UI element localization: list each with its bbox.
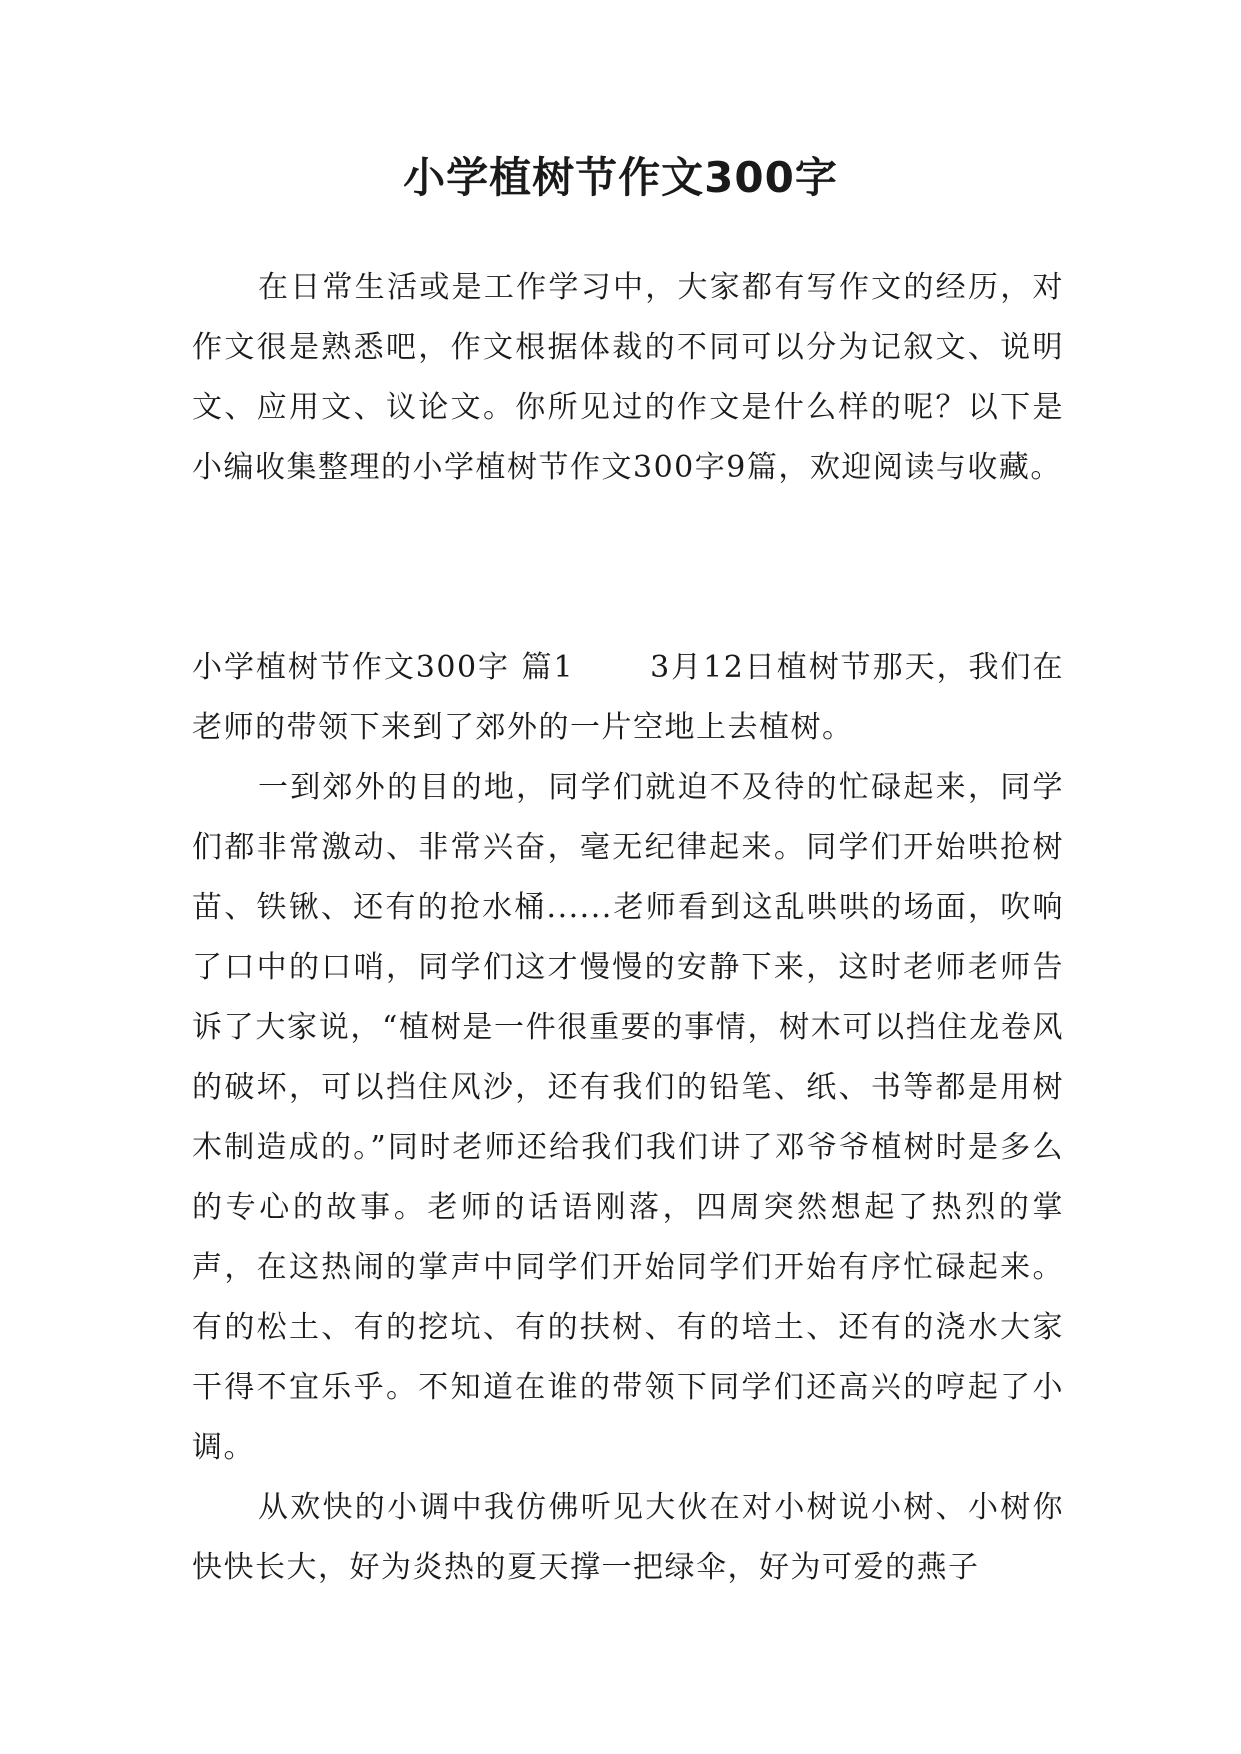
document-title: 小学植树节作文300字 <box>403 153 838 202</box>
body-paragraph-2: 一到郊外的目的地，同学们就迫不及待的忙碌起来，同学们都非常激动、非常兴奋，毫无纪律起来。同学们开始哄抢树苗、铁锹、还有的抢水桶......老师看到这乱哄哄的场面，吹响了口中的口哨，同学们这才慢慢的安静下来，这时老师老师告诉了大家说，“植树是一件很重要的事情，树木可以挡住龙卷风的破坏，可以挡住风沙，还有我们的铅笔、纸、书等都是用树木制造成的。”同时老师还给我们我们讲了邓爷爷植树时是多么的专心的故事。老师的话语刚落，四周突然想起了热烈的掌声，在这热闹的掌声中同学们开始同学们开始有序忙碌起来。有的松土、有的挖坑、有的扶树、有的培土、还有的浇水大家干得不宜乐乎。不知道在谁的带领下同学们还高兴的哼起了小调。 <box>192 770 1064 1465</box>
section-label: 小学植树节作文300字 篇1 <box>192 650 575 685</box>
section-first-text: 3月12日植树节那天，我们在老师的带领下来到了郊外的一片空地上去植树。 <box>192 650 1064 745</box>
body-paragraph-3: 从欢快的小调中我仿佛听见大伙在对小树说小树、小树你快快长大，好为炎热的夏天撑一把绿伞，好为可爱的燕子 <box>192 1490 1064 1585</box>
section-first-paragraph <box>192 638 1064 758</box>
intro-paragraph: 在日常生活或是工作学习中，大家都有写作文的经历，对作文很是熟悉吧，作文根据体裁的不同可以分为记叙文、说明文、应用文、议论文。你所见过的作文是什么样的呢？以下是小编收集整理的小学植树节作文300字9篇，欢迎阅读与收藏。 <box>192 270 1064 485</box>
